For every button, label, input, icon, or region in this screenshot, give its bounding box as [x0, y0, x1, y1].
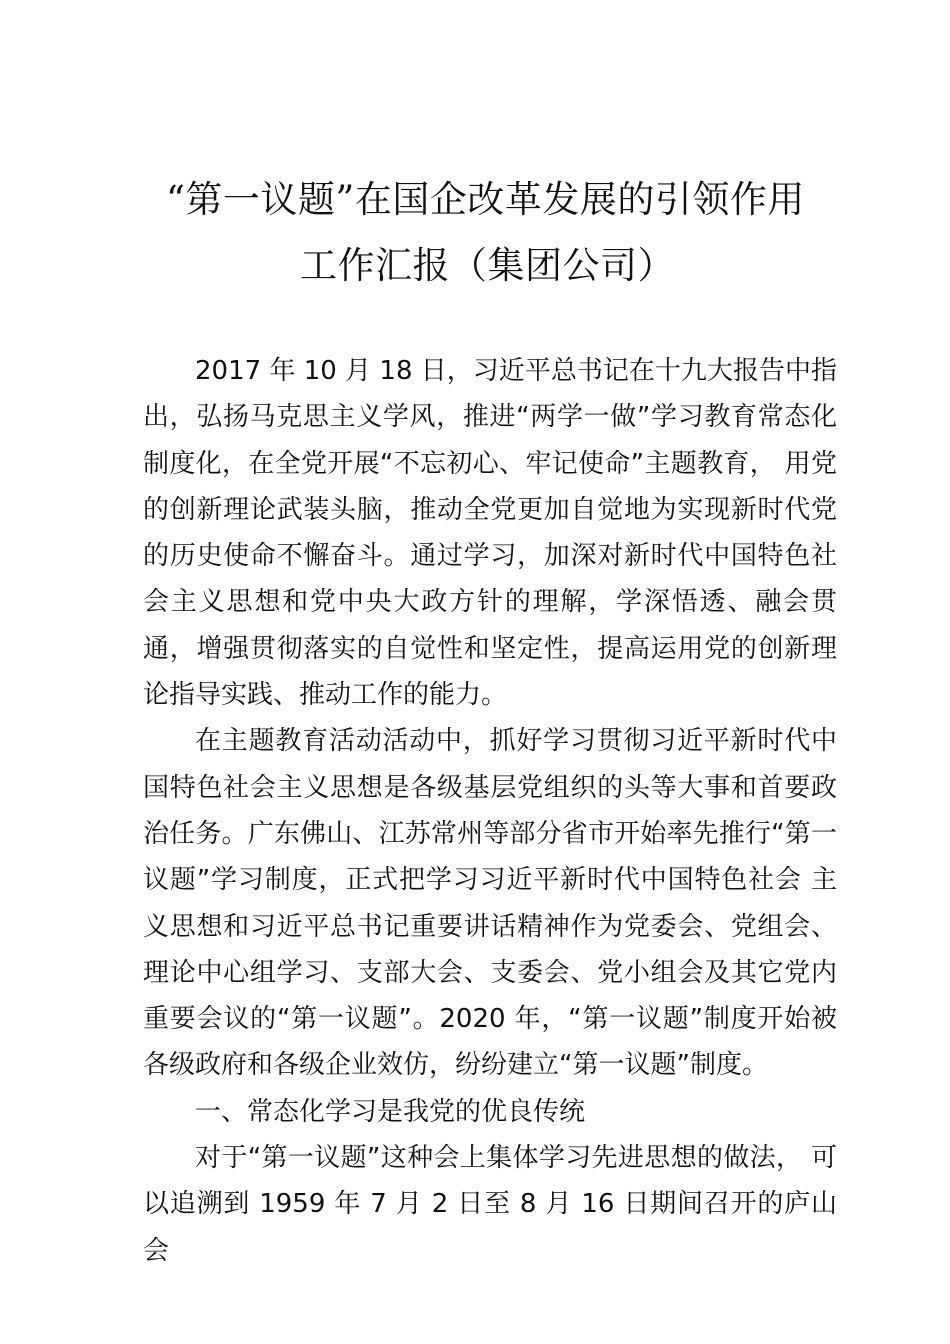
title-line-2: 工作汇报（集团公司）	[300, 244, 675, 287]
document-body	[143, 348, 837, 1274]
title-line-1: “第一议题”在国企改革发展的引领作用	[166, 178, 805, 221]
section-heading: 一、常态化学习是我党的优良传统	[195, 1096, 586, 1127]
body-paragraph-3: 对于“第一议题”这种会上集体学习先进思想的做法， 可以追溯到 1959 年 7 月 2 日至 8 月 16 日期间召开的庐山会	[143, 1143, 837, 1266]
body-paragraph-2: 在主题教育活动活动中，抓好学习贯彻习近平新时代中国特色社会主义思想是各级基层党组织的头等大事和首要政治任务。广东佛山、江苏常州等部分省市开始率先推行“第一议题”学习制度，正式把学习习近平新时代中国特色社会 主义思想和习近平总书记重要讲话精神作为党委会、党组会、理论中心组学习、支部大会、支委会、党小组会及其它党内重要会议的“第一议题”。2020 年，“第一议题”制度开始被 各级政府和各级企业效仿，纷纷建立“第一议题”制度。	[143, 726, 837, 1081]
body-paragraph-1: 2017 年 10 月 18 日，习近平总书记在十九大报告中指出，弘扬马克思主义学风，推进“两学一做”学习教育常态化制度化，在全党开展“不忘初心、牢记使命”主题教育， 用党的创新理论武装头脑，推动全党更加自觉地为实现新时代党的历史使命不懈奋斗。通过学习，加深对新时代中国特色社会主义思想和党中央大政方针的理解，学深悟透、融会贯通，增强贯彻落实的自觉性和坚定性，提高运用党的创新理论指导实践、推动工作的能力。	[143, 356, 837, 711]
